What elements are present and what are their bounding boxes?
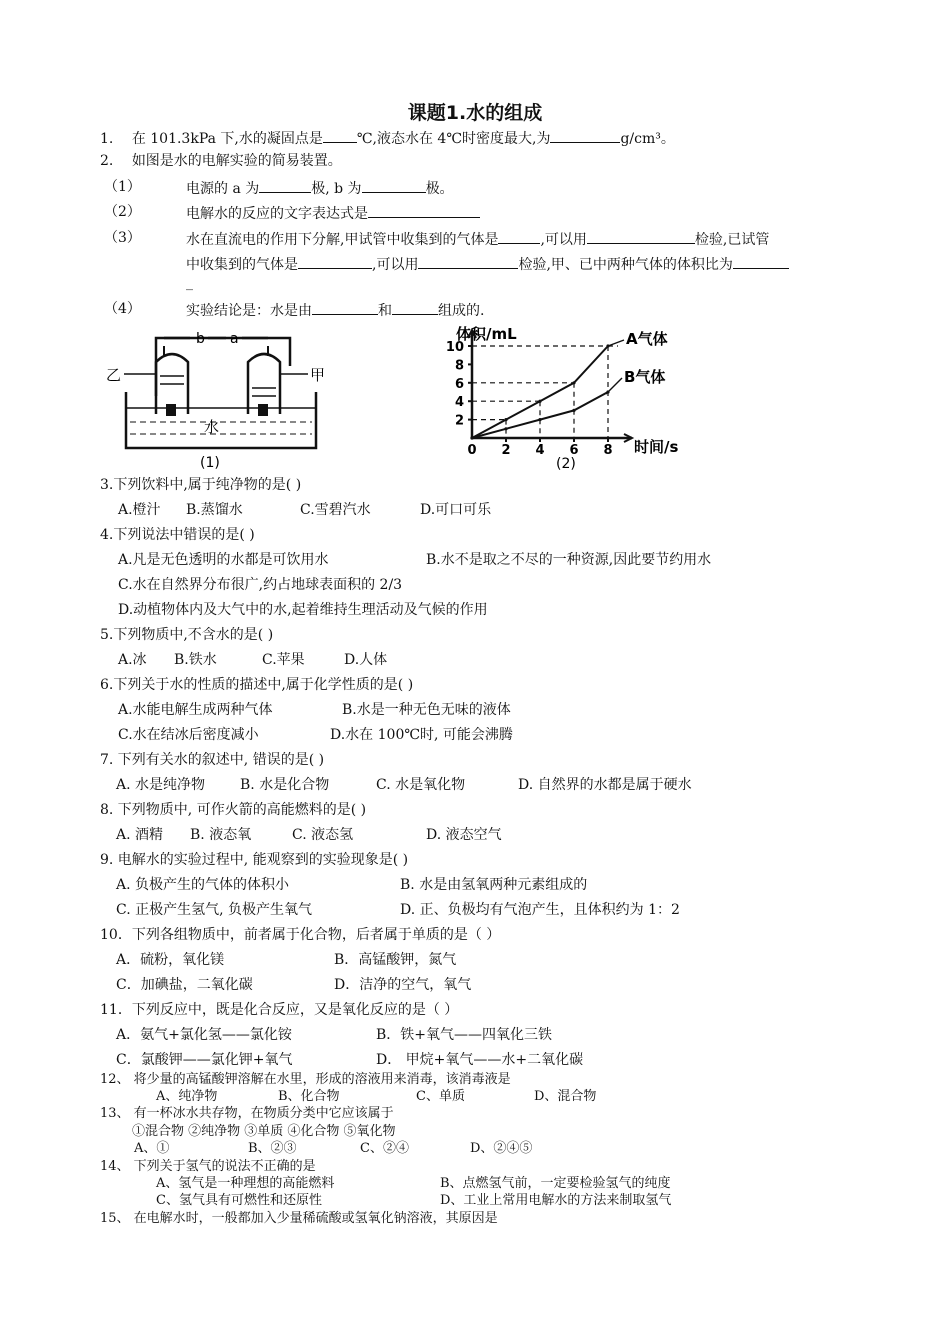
- volume-time-chart: [428, 322, 720, 472]
- option-b[interactable]: B. 水是化合物: [240, 777, 330, 793]
- y-tick-label: 8: [454, 358, 464, 374]
- series-label-b: B气体: [624, 368, 666, 386]
- y-tick-label: 10: [445, 340, 464, 355]
- water-trough: [126, 392, 316, 448]
- question-text: 检验,已试管: [694, 232, 770, 248]
- page-title: 课题1.水的组成: [407, 102, 543, 124]
- question-text: 实验结论是：水是由: [186, 303, 312, 319]
- option-c[interactable]: C、单质: [416, 1089, 465, 1104]
- option-a[interactable]: A、①: [134, 1141, 170, 1156]
- answer-blank[interactable]: [312, 300, 378, 315]
- question-15: 15、 在电解水时，一般都加入少量稀硫酸或氢氧化钠溶液，其原因是: [100, 1211, 498, 1226]
- chart-xlabel: 时间/s: [634, 438, 679, 456]
- option-d[interactable]: D.人体: [344, 652, 388, 668]
- sub-question-4-text: [186, 300, 484, 320]
- answer-blank[interactable]: [392, 300, 438, 315]
- option-b[interactable]: B.水不是取之不尽的一种资源,因此要节约用水: [426, 552, 712, 568]
- question-text: 中收集到的气体是: [186, 257, 298, 273]
- option-a[interactable]: A.水能电解生成两种气体: [118, 702, 273, 718]
- series-line-a: [472, 346, 608, 438]
- series-point-b: [470, 436, 473, 439]
- sub-question-3-line1: [186, 229, 769, 249]
- option-d[interactable]: D、工业上常用电解水的方法来制取氢气: [440, 1193, 672, 1208]
- y-tick-label: 4: [454, 395, 464, 411]
- question-text: ℃,液态水在 4℃时密度最大,为: [356, 131, 551, 147]
- answer-blank[interactable]: [362, 178, 426, 193]
- option-c[interactable]: C、②④: [360, 1141, 409, 1156]
- option-b[interactable]: B、②③: [248, 1141, 297, 1156]
- series-label-a: A气体: [626, 330, 668, 348]
- answer-blank[interactable]: [259, 178, 311, 193]
- option-a[interactable]: A. 水是纯净物: [116, 777, 206, 793]
- answer-blank[interactable]: [498, 229, 540, 244]
- terminal-label-b: b: [196, 331, 205, 347]
- option-b[interactable]: B、点燃氢气前，一定要检验氢气的纯度: [440, 1176, 671, 1191]
- series-point-a: [572, 381, 575, 384]
- option-b[interactable]: B.铁水: [174, 652, 217, 668]
- option-c[interactable]: C．氯酸钾——氯化钾+氧气: [116, 1052, 293, 1068]
- option-d[interactable]: D.可口可乐: [420, 502, 492, 518]
- sub-question-1: [104, 178, 141, 196]
- option-d[interactable]: D、混合物: [534, 1089, 597, 1104]
- option-a[interactable]: A．硫粉，氧化镁: [116, 952, 225, 968]
- sub-question-1-text: [186, 178, 454, 198]
- question-text: 水在直流电的作用下分解,甲试管中收集到的气体是: [186, 232, 499, 248]
- option-c[interactable]: C.雪碧汽水: [300, 502, 371, 518]
- option-c[interactable]: C. 水是氧化物: [376, 777, 466, 793]
- chart-caption: (2): [556, 456, 576, 472]
- option-b[interactable]: B.水是一种无色无味的液体: [342, 702, 511, 718]
- chart-ylabel: 体积/mL: [456, 325, 517, 343]
- x-tick-label: 8: [603, 443, 613, 458]
- series-point-a: [538, 400, 541, 403]
- question-6: 6.下列关于水的性质的描述中,属于化学性质的是( ): [100, 677, 414, 693]
- option-a[interactable]: A、纯净物: [156, 1089, 218, 1104]
- answer-blank[interactable]: [550, 128, 620, 143]
- question-text: 和: [378, 303, 392, 319]
- figure-caption: (1): [200, 455, 220, 471]
- sub-question-3-line2: [186, 254, 789, 274]
- option-c[interactable]: C. 正极产生氢气, 负极产生氧气: [116, 902, 313, 918]
- question-14: 14、 下列关于氢气的说法不正确的是: [100, 1159, 316, 1174]
- option-a[interactable]: A.橙汁: [118, 502, 161, 518]
- question-text: 电源的 a 为: [186, 181, 260, 197]
- option-d[interactable]: D.水在 100℃时, 可能会沸腾: [330, 727, 513, 743]
- answer-blank[interactable]: [298, 254, 372, 269]
- option-a[interactable]: A．氨气+氯化氢——氯化铵: [116, 1027, 292, 1043]
- question-text: _: [186, 275, 193, 291]
- option-c[interactable]: C. 液态氢: [292, 827, 354, 843]
- question-text: 检验,甲、已中两种气体的体积比为: [518, 257, 733, 273]
- question-11: 11．下列反应中，既是化合反应，又是氧化反应的是（ ）: [100, 1002, 459, 1018]
- option-c[interactable]: C、氢气具有可燃性和还原性: [156, 1193, 322, 1208]
- answer-blank[interactable]: [368, 203, 480, 218]
- option-b[interactable]: B．铁+氧气——四氧化三铁: [376, 1027, 553, 1043]
- option-a[interactable]: A. 酒精: [116, 827, 164, 843]
- sub-number: （1）: [104, 179, 141, 195]
- sub-question-2: [104, 203, 141, 221]
- question-number: 2.: [100, 153, 114, 169]
- option-d[interactable]: D. 自然界的水都是属于硬水: [518, 777, 692, 793]
- sub-question-3: [104, 229, 141, 247]
- option-b[interactable]: B.蒸馏水: [186, 502, 243, 518]
- question-text: 如图是水的电解实验的简易装置。: [131, 153, 342, 169]
- y-tick-label: 2: [454, 413, 464, 429]
- option-d[interactable]: D.动植物体内及大气中的水,起着维持生理活动及气候的作用: [118, 602, 488, 618]
- electrode: [166, 404, 176, 416]
- sub-question-2-text: [186, 203, 480, 223]
- question-3: 3.下列饮料中,属于纯净物的是( ): [100, 477, 302, 493]
- water-label: 水: [204, 418, 220, 436]
- sub-question-4: [104, 300, 141, 318]
- x-tick-label: 2: [501, 443, 511, 458]
- answer-blank[interactable]: [418, 254, 518, 269]
- question-text: ,可以用: [540, 232, 587, 248]
- question-text: ,可以用: [372, 257, 419, 273]
- series-point-b: [572, 409, 575, 412]
- question-text: 在 101.3kPa 下,水的凝固点是: [131, 131, 323, 147]
- x-tick-label: 4: [535, 443, 545, 458]
- sub-question-3-line3: [186, 274, 193, 292]
- question-10: 10．下列各组物质中，前者属于化合物，后者属于单质的是（ ）: [100, 927, 501, 943]
- option-d[interactable]: D． 甲烷+氧气——水+二氧化碳: [376, 1052, 584, 1068]
- answer-blank[interactable]: [587, 229, 695, 244]
- tube-label-jia: 甲: [310, 366, 326, 384]
- question-7: 7. 下列有关水的叙述中, 错误的是( ): [100, 752, 325, 768]
- question-5: 5.下列物质中,不含水的是( ): [100, 627, 274, 643]
- sub-number: （2）: [104, 204, 141, 220]
- y-tick-label: 6: [454, 376, 464, 392]
- question-4: 4.下列说法中错误的是( ): [100, 527, 255, 543]
- option-d[interactable]: D．洁净的空气，氧气: [334, 977, 472, 993]
- question-text: 电解水的反应的文字表达式是: [186, 206, 368, 222]
- option-c[interactable]: C.水在自然界分布很广,约占地球表面积的 2/3: [118, 577, 403, 593]
- option-c[interactable]: C．加碘盐，二氧化碳: [116, 977, 253, 993]
- option-b[interactable]: B．高锰酸钾，氮气: [334, 952, 457, 968]
- sub-number: （4）: [104, 301, 141, 317]
- option-b[interactable]: B. 水是由氢氧两种元素组成的: [400, 877, 588, 893]
- answer-blank[interactable]: [323, 128, 357, 143]
- question-text: 组成的.: [438, 303, 485, 319]
- question-number: 1.: [100, 131, 114, 147]
- option-d[interactable]: D. 液态空气: [426, 827, 502, 843]
- option-a[interactable]: A.冰: [118, 652, 147, 668]
- x-tick-label: 0: [467, 443, 477, 458]
- sub-number: （3）: [104, 230, 141, 246]
- classification-options: ①混合物 ②纯净物 ③单质 ④化合物 ⑤氧化物: [132, 1124, 396, 1139]
- series-point-a: [504, 418, 507, 421]
- option-a[interactable]: A、氢气是一种理想的高能燃料: [156, 1176, 335, 1191]
- option-d[interactable]: D、②④⑤: [470, 1141, 533, 1156]
- option-a[interactable]: A. 负极产生的气体的体积小: [116, 877, 290, 893]
- option-b[interactable]: B. 液态氧: [190, 827, 252, 843]
- answer-blank[interactable]: [733, 254, 789, 269]
- question-13: 13、 有一杯冰水共存物，在物质分类中它应该属于: [100, 1106, 394, 1121]
- question-2: [100, 152, 342, 170]
- question-1: [100, 128, 675, 148]
- question-text: 极, b 为: [311, 181, 362, 197]
- series-point-b: [504, 427, 507, 430]
- question-8: 8. 下列物质中, 可作火箭的高能燃料的是( ): [100, 802, 367, 818]
- option-c[interactable]: C.水在结冰后密度减小: [118, 727, 259, 743]
- tube-label-yi: 乙: [106, 366, 122, 384]
- electrode: [258, 404, 268, 416]
- question-9: 9. 电解水的实验过程中, 能观察到的实验现象是( ): [100, 852, 409, 868]
- question-text: 极。: [425, 181, 454, 197]
- x-tick-label: 6: [569, 443, 579, 458]
- question-12: 12、 将少量的高锰酸钾溶解在水里，形成的溶液用来消毒，该消毒液是: [100, 1072, 511, 1087]
- option-c[interactable]: C.苹果: [262, 652, 305, 668]
- series-leader-a: [608, 340, 624, 346]
- series-point-b: [538, 418, 541, 421]
- option-a[interactable]: A.凡是无色透明的水都是可饮用水: [118, 552, 329, 568]
- electrolysis-apparatus-figure: [100, 326, 330, 472]
- terminal-label-a: a: [230, 331, 239, 347]
- option-d[interactable]: D. 正、负极均有气泡产生，且体积约为 1：2: [400, 902, 680, 918]
- option-b[interactable]: B、化合物: [278, 1089, 340, 1104]
- question-text: g/cm³。: [620, 131, 675, 147]
